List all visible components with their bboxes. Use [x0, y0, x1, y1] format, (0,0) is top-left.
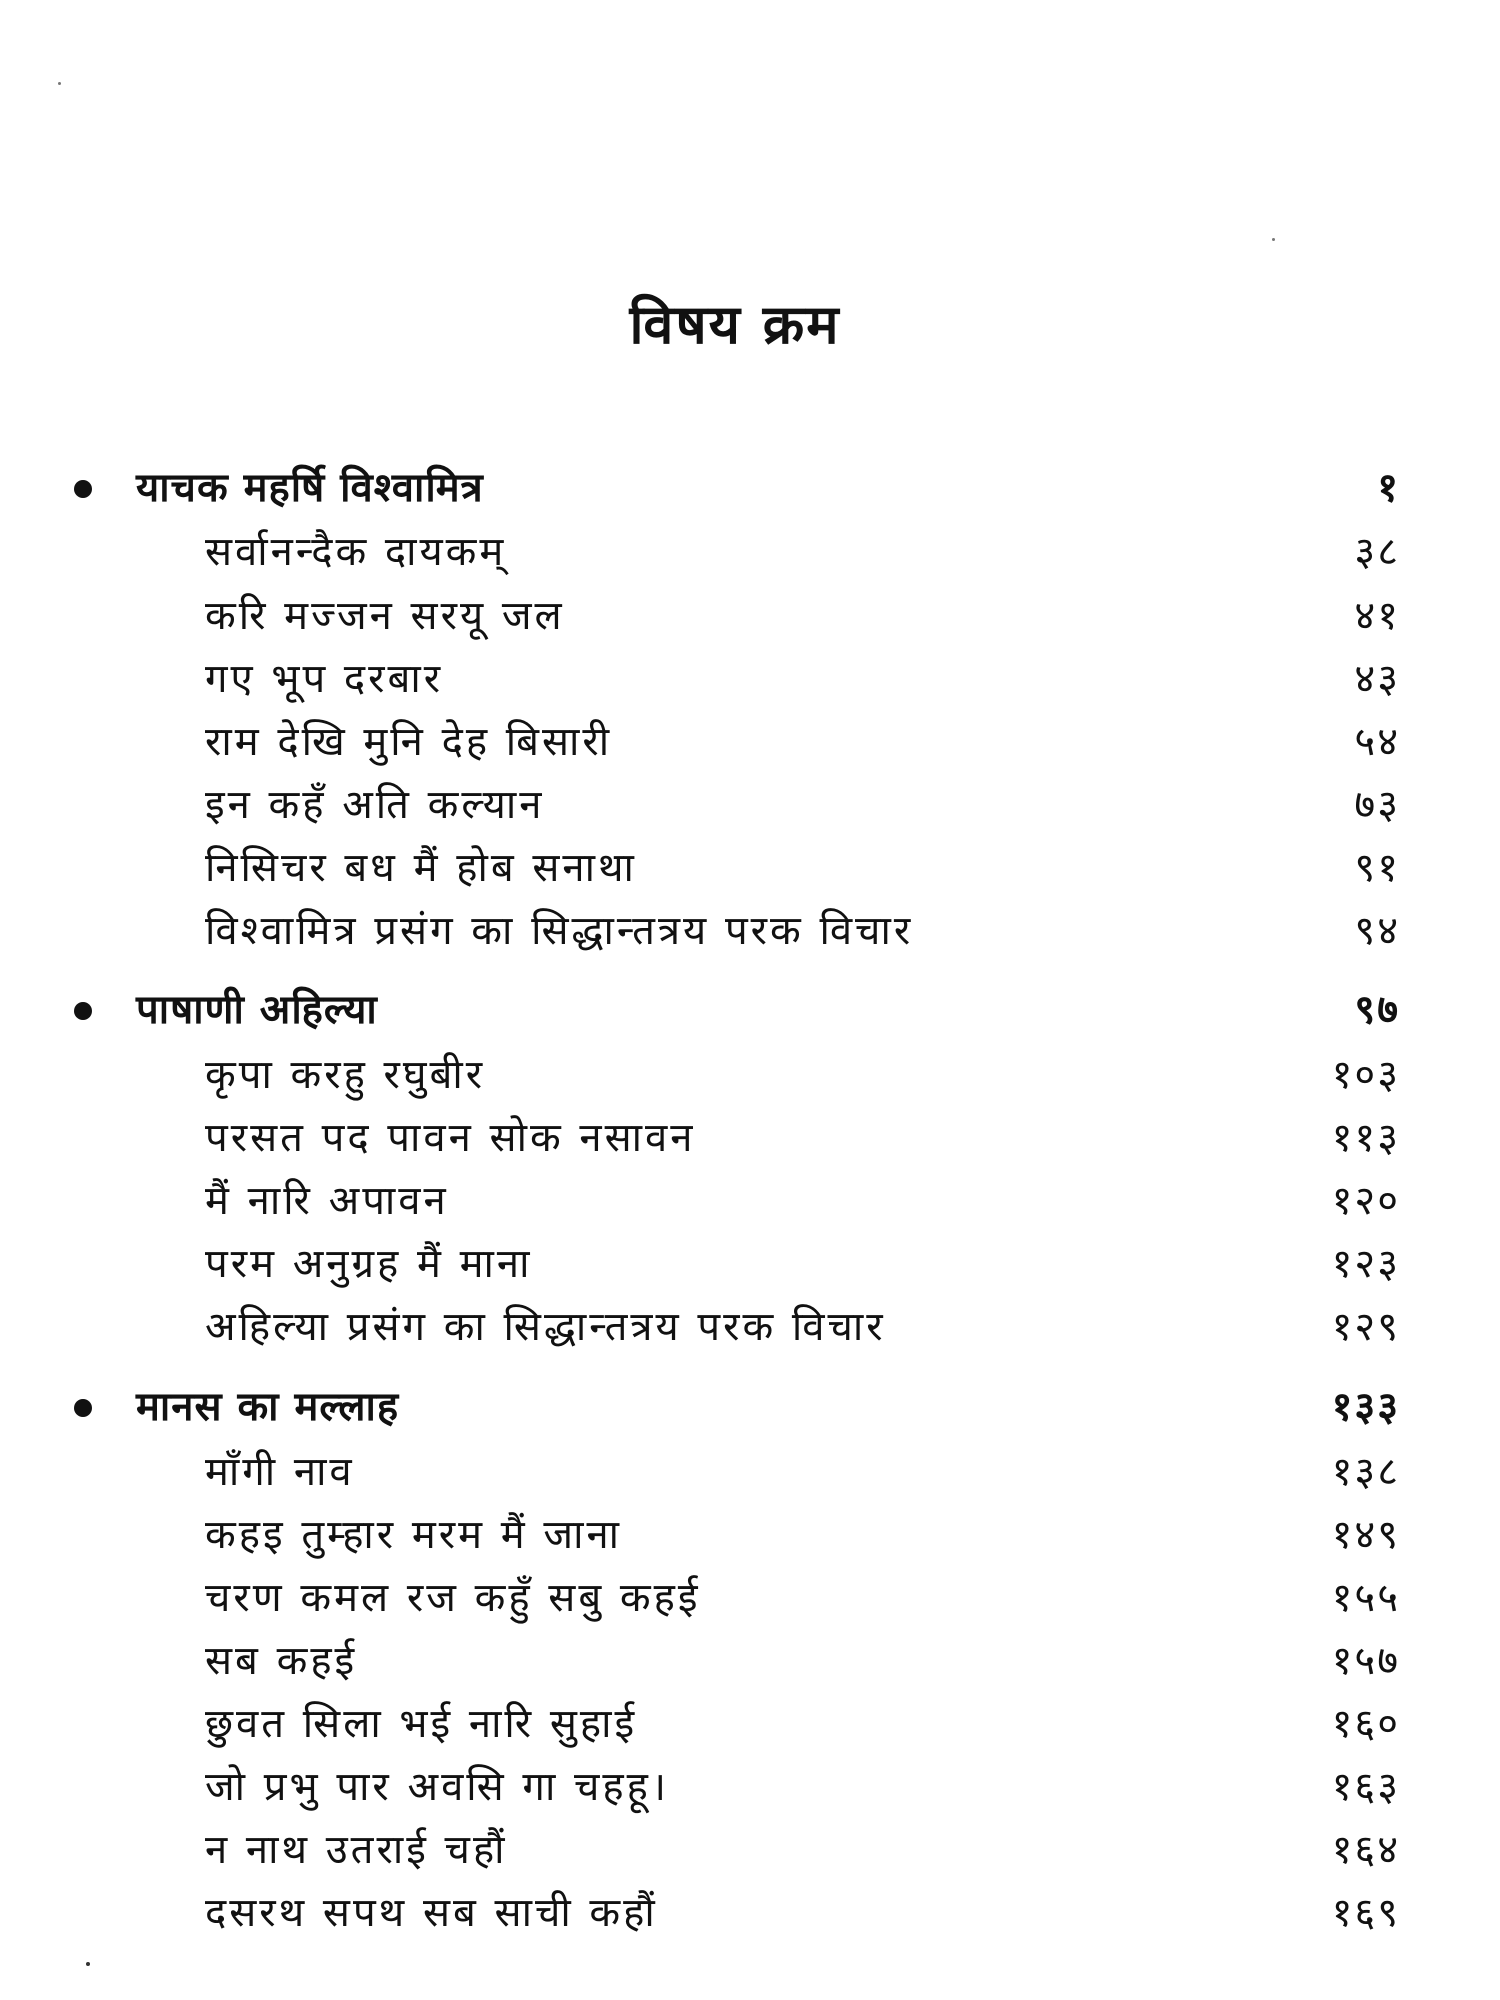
- entry-title: परम अनुग्रह मैं माना: [205, 1241, 533, 1287]
- entry-title: मैं नारि अपावन: [205, 1178, 449, 1224]
- entry-title: दसरथ सपथ सब साची कहौं: [205, 1890, 658, 1936]
- scan-speck: [1272, 238, 1275, 241]
- section-title: याचक महर्षि विश्वामित्र: [136, 465, 484, 511]
- bullet-icon: [74, 1399, 92, 1417]
- toc-entry[interactable]: [0, 1169, 1500, 1233]
- section-row[interactable]: [0, 978, 1500, 1042]
- toc-entry[interactable]: [0, 1106, 1500, 1170]
- entry-page-number: १३८: [1331, 1449, 1400, 1495]
- entry-page-number: ५४: [1354, 719, 1400, 765]
- section-page-number: १३३: [1331, 1384, 1400, 1430]
- entry-page-number: १२९: [1331, 1304, 1400, 1350]
- entry-title: अहिल्या प्रसंग का सिद्धान्तत्रय परक विचार: [205, 1304, 886, 1350]
- toc-entry[interactable]: [0, 1232, 1500, 1296]
- entry-page-number: ४३: [1354, 656, 1400, 702]
- entry-page-number: १६९: [1331, 1890, 1400, 1936]
- entry-page-number: ७३: [1354, 782, 1400, 828]
- section-title: मानस का मल्लाह: [136, 1384, 400, 1430]
- entry-page-number: १२०: [1331, 1178, 1400, 1224]
- entry-page-number: ९४: [1354, 908, 1400, 954]
- entry-title: जो प्रभु पार अवसि गा चहहू।: [205, 1764, 670, 1810]
- entry-page-number: १४९: [1331, 1512, 1400, 1558]
- toc-entry[interactable]: [0, 1818, 1500, 1882]
- section-row[interactable]: [0, 1375, 1500, 1439]
- scan-speck: [58, 82, 61, 85]
- toc-entry[interactable]: [0, 1881, 1500, 1945]
- entry-title: विश्वामित्र प्रसंग का सिद्धान्तत्रय परक विचार: [205, 908, 914, 954]
- entry-title: गए भूप दरबार: [205, 656, 444, 702]
- entry-page-number: ९१: [1354, 845, 1400, 891]
- toc-entry[interactable]: [0, 1503, 1500, 1567]
- entry-page-number: ११३: [1331, 1115, 1400, 1161]
- section-row[interactable]: [0, 456, 1500, 520]
- bullet-icon: [74, 1002, 92, 1020]
- toc-entry[interactable]: [0, 1566, 1500, 1630]
- toc-entry[interactable]: [0, 1043, 1500, 1107]
- toc-entry[interactable]: [0, 1755, 1500, 1819]
- entry-title: निसिचर बध मैं होब सनाथा: [205, 845, 637, 891]
- toc-entry[interactable]: [0, 1440, 1500, 1504]
- bullet-icon: [74, 480, 92, 498]
- entry-page-number: १६०: [1331, 1701, 1400, 1747]
- entry-title: करि मज्जन सरयू जल: [205, 593, 565, 639]
- entry-title: छुवत सिला भई नारि सुहाई: [205, 1701, 638, 1747]
- entry-title: इन कहँ अति कल्यान: [205, 782, 545, 828]
- entry-title: सर्वानन्दैक दायकम्: [205, 529, 507, 575]
- entry-title: कहइ तुम्हार मरम मैं जाना: [205, 1512, 623, 1558]
- entry-title: परसत पद पावन सोक नसावन: [205, 1115, 696, 1161]
- page-title: विषय क्रम: [629, 293, 841, 356]
- entry-title: माँगी नाव: [205, 1449, 355, 1495]
- entry-page-number: १०३: [1331, 1052, 1400, 1098]
- toc-entry[interactable]: [0, 1629, 1500, 1693]
- toc-entry[interactable]: [0, 899, 1500, 963]
- entry-title: चरण कमल रज कहुँ सबु कहई: [205, 1575, 701, 1621]
- toc-entry[interactable]: [0, 710, 1500, 774]
- section-page-number: ९७: [1354, 987, 1400, 1033]
- entry-page-number: १२३: [1331, 1241, 1400, 1287]
- section-title: पाषाणी अहिल्या: [136, 987, 378, 1033]
- toc-entry[interactable]: [0, 520, 1500, 584]
- entry-page-number: १५७: [1331, 1638, 1400, 1684]
- entry-page-number: ३८: [1354, 529, 1400, 575]
- entry-title: राम देखि मुनि देह बिसारी: [205, 719, 613, 765]
- toc-entry[interactable]: [0, 773, 1500, 837]
- toc-entry[interactable]: [0, 1295, 1500, 1359]
- entry-title: कृपा करहु रघुबीर: [205, 1052, 486, 1098]
- entry-page-number: ४१: [1354, 593, 1400, 639]
- entry-title: सब कहई: [205, 1638, 358, 1684]
- entry-page-number: १५५: [1331, 1575, 1400, 1621]
- toc-entry[interactable]: [0, 647, 1500, 711]
- entry-page-number: १६३: [1331, 1764, 1400, 1810]
- toc-entry[interactable]: [0, 836, 1500, 900]
- entry-title: न नाथ उतराई चहौं: [205, 1827, 508, 1873]
- toc-entry[interactable]: [0, 1692, 1500, 1756]
- entry-page-number: १६४: [1331, 1827, 1400, 1873]
- toc-entry[interactable]: [0, 584, 1500, 648]
- scan-speck: [86, 1962, 90, 1966]
- section-page-number: १: [1377, 465, 1400, 511]
